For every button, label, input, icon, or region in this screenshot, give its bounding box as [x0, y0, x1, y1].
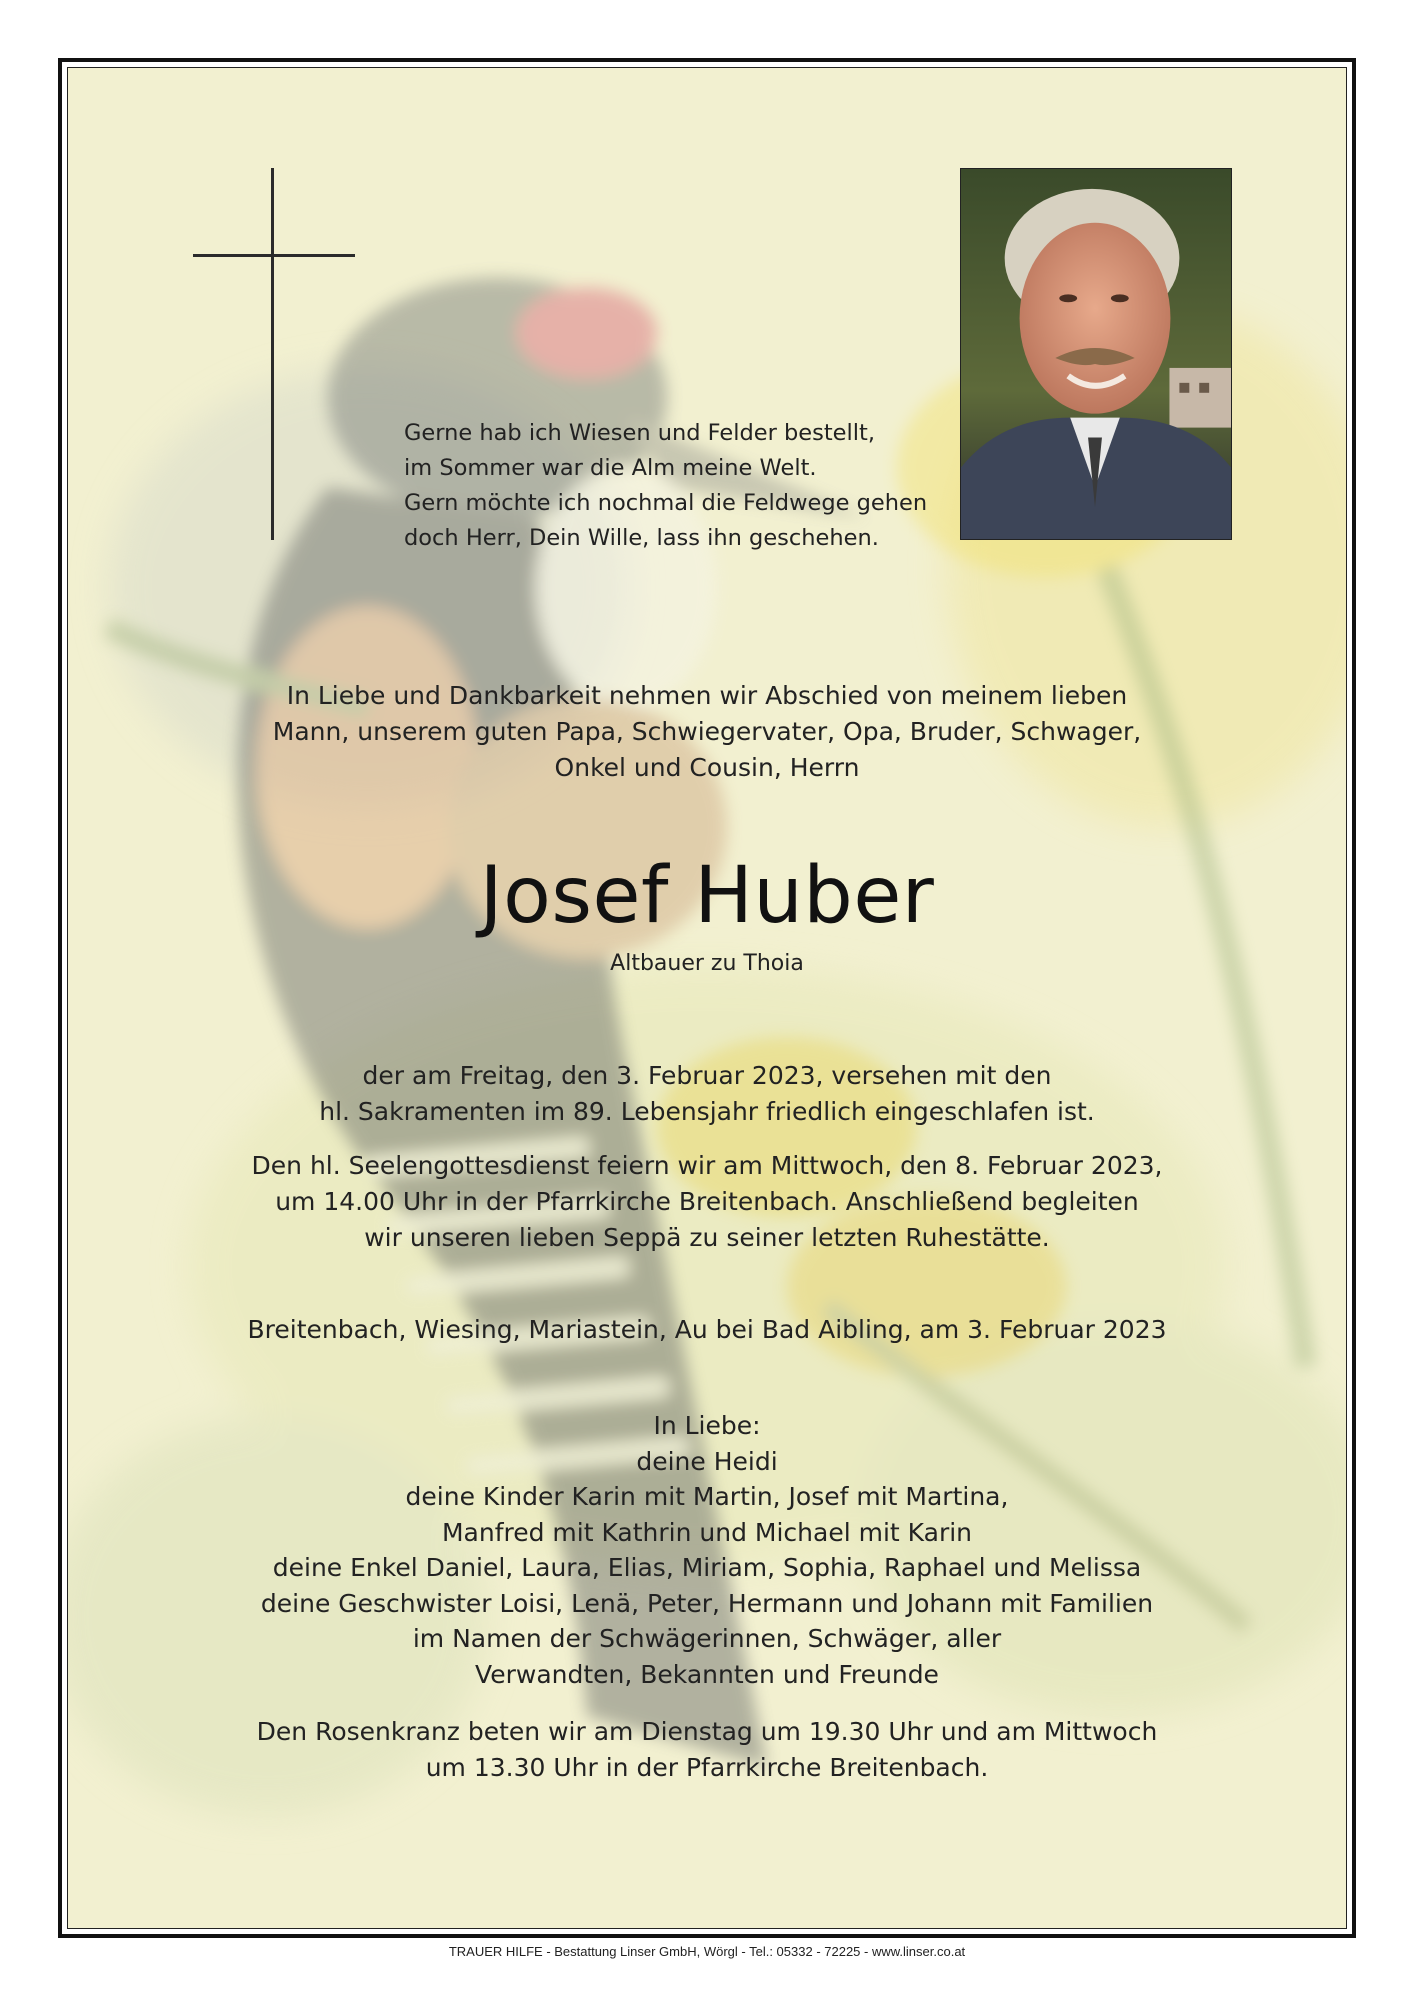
- intro-line: Onkel und Cousin, Herrn: [554, 753, 860, 782]
- mourners-line: im Namen der Schwägerinnen, Schwäger, aller: [412, 1624, 1002, 1653]
- verse-line: doch Herr, Dein Wille, lass ihn geschehen.: [404, 525, 879, 551]
- death-line: hl. Sakramenten im 89. Lebensjahr friedlich eingeschlafen ist.: [319, 1097, 1095, 1126]
- verse-line: im Sommer war die Alm meine Welt.: [404, 455, 817, 481]
- service-line: wir unseren lieben Seppä zu seiner letzten Ruhestätte.: [364, 1223, 1050, 1252]
- mourners-line: deine Enkel Daniel, Laura, Elias, Miriam, Sophia, Raphael und Melissa: [272, 1553, 1142, 1582]
- rosary-notice: [68, 1714, 1346, 1786]
- service-line: um 14.00 Uhr in der Pfarrkirche Breitenbach. Anschließend begleiten: [275, 1187, 1139, 1216]
- service-line: Den hl. Seelengottesdienst feiern wir am Mittwoch, den 8. Februar 2023,: [251, 1151, 1163, 1180]
- place-date: Breitenbach, Wiesing, Mariastein, Au bei Bad Aibling, am 3. Februar 2023: [247, 1315, 1167, 1344]
- intro-line: Mann, unserem guten Papa, Schwiegervater, Opa, Bruder, Schwager,: [272, 717, 1142, 746]
- farewell-intro: [68, 678, 1346, 786]
- death-line: der am Freitag, den 3. Februar 2023, versehen mit den: [362, 1061, 1052, 1090]
- rosary-line: Den Rosenkranz beten wir am Dienstag um 19.30 Uhr und am Mittwoch: [256, 1717, 1158, 1746]
- footer-credit: TRAUER HILFE - Bestattung Linser GmbH, Wörgl - Tel.: 05332 - 72225 - www.linser.co.at: [448, 1944, 966, 1959]
- portrait-photo: [960, 168, 1232, 540]
- mourners-line: deine Heidi: [636, 1446, 778, 1476]
- deceased-subtitle: Altbauer zu Thoia: [610, 951, 804, 976]
- deceased-name: Josef Huber: [479, 851, 935, 941]
- verse-line: Gerne hab ich Wiesen und Felder bestellt,: [404, 420, 876, 446]
- intro-line: In Liebe und Dankbarkeit nehmen wir Abschied von meinem lieben: [286, 681, 1128, 710]
- mourners-line: Manfred mit Kathrin und Michael mit Karin: [441, 1517, 973, 1547]
- memorial-verse: [404, 416, 964, 556]
- death-notice: [68, 1058, 1346, 1130]
- mourners-line: deine Geschwister Loisi, Lenä, Peter, Hermann und Johann mit Familien: [260, 1588, 1154, 1618]
- cross-icon: [193, 168, 355, 540]
- verse-line: Gern möchte ich nochmal die Feldwege gehen: [404, 490, 928, 516]
- mourners-line: Verwandten, Bekannten und Freunde: [475, 1659, 939, 1689]
- rosary-line: um 13.30 Uhr in der Pfarrkirche Breitenbach.: [425, 1753, 989, 1782]
- obituary-card: [67, 67, 1347, 1929]
- service-details: [68, 1148, 1346, 1256]
- mourners-line: deine Kinder Karin mit Martin, Josef mit Martina,: [405, 1482, 1009, 1511]
- mourners-list: [68, 1408, 1346, 1692]
- mourners-line: In Liebe:: [653, 1411, 761, 1440]
